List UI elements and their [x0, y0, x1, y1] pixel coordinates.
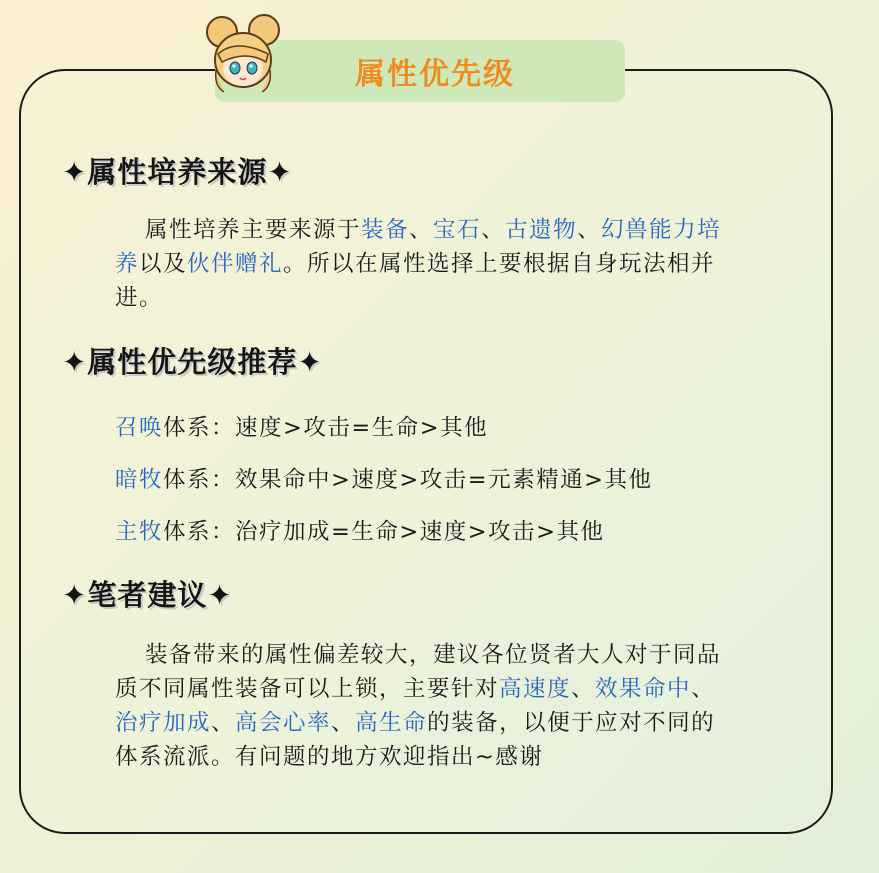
highlight-term: 幻兽能力培养: [115, 217, 722, 277]
paragraph-text: 、: [571, 676, 596, 702]
priority-row-summon: 召唤体系：速度>攻击=生命>其他: [115, 415, 489, 441]
priority-row-main-priest: 主牧体系：治疗加成=生命>速度>攻击>其他: [115, 519, 605, 545]
paragraph-text: 、: [211, 710, 236, 736]
source-paragraph: [115, 213, 725, 315]
page-title: 属性优先级: [355, 57, 515, 92]
paragraph-text: 属性培养主要来源于: [145, 217, 362, 243]
highlight-term: 伙伴赠礼: [187, 251, 284, 277]
paragraph-text: 、: [481, 217, 506, 243]
star-icon: ✦: [267, 155, 293, 189]
advice-paragraph: [115, 638, 725, 774]
paragraph-text: 以及: [139, 251, 188, 277]
highlight-term: 治疗加成: [115, 710, 212, 736]
highlight-term: 装备: [361, 217, 410, 243]
highlight-term: 宝石: [433, 217, 482, 243]
section-heading-source: ✦属性培养来源✦: [62, 155, 293, 189]
star-icon: ✦: [62, 578, 88, 612]
paragraph-text: 的装备，以便于应对不同的体系流派。有问题的地方欢迎指出~感谢: [115, 710, 716, 770]
star-icon: ✦: [207, 578, 233, 612]
paragraph-text: 装备带来的属性偏差较大，建议各位贤者大人对于同品质不同属性装备可以上锁，主要针对: [115, 642, 722, 702]
paragraph-text: 、: [691, 676, 716, 702]
star-icon: ✦: [62, 345, 88, 379]
paragraph-text: 、: [577, 217, 602, 243]
paragraph-text: 、: [331, 710, 356, 736]
star-icon: ✦: [297, 345, 323, 379]
chibi-avatar-icon: [196, 10, 286, 95]
section-heading-priority: ✦属性优先级推荐✦: [62, 345, 323, 379]
highlight-term: 古遗物: [505, 217, 578, 243]
highlight-term: 效果命中: [595, 676, 692, 702]
highlight-term: 高生命: [355, 710, 428, 736]
priority-row-shadow-priest: 暗牧体系：效果命中>速度>攻击=元素精通>其他: [115, 467, 653, 493]
paragraph-text: 。所以在属性选择上要根据自身玩法相并进。: [115, 251, 716, 311]
highlight-term: 高速度: [499, 676, 572, 702]
highlight-term: 高会心率: [235, 710, 332, 736]
section-heading-advice: ✦笔者建议✦: [62, 578, 233, 612]
star-icon: ✦: [62, 155, 88, 189]
paragraph-text: 、: [409, 217, 434, 243]
